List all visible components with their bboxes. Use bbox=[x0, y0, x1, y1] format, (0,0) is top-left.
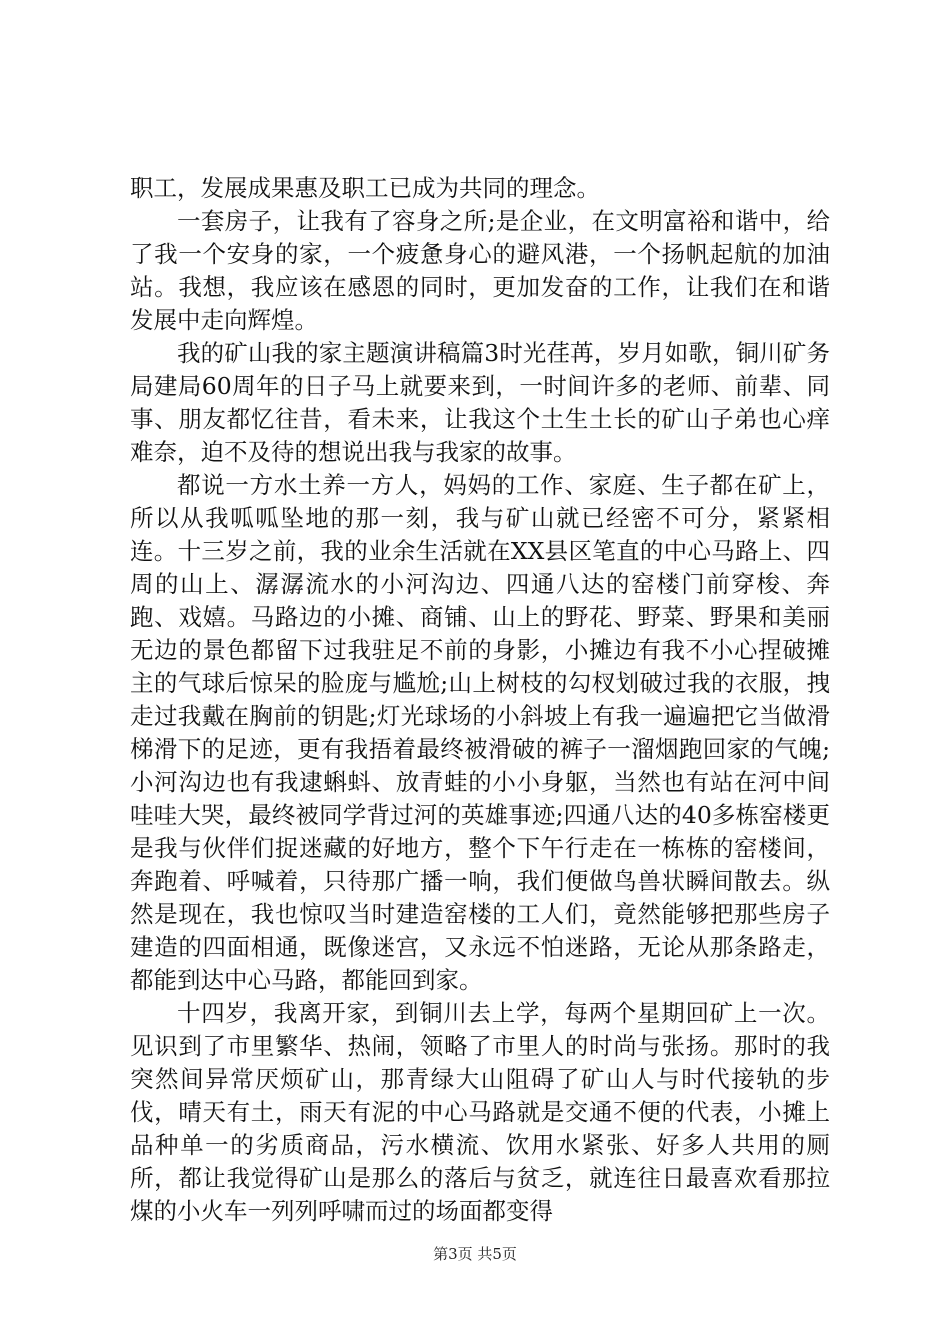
paragraph-4: 都说一方水土养一方人，妈妈的工作、家庭、生子都在矿上，所以从我呱呱坠地的那一刻，我与矿山就已经密不可分，紧紧相连。十三岁之前，我的业余生活就在XX县区笔直的中心马路上、四周的山上、潺潺流水的小河沟边、四通八达的窑楼门前穿梭、奔跑、戏嬉。马路边的小摊、商铺、山上的野花、野菜、野果和美丽无边的景色都留下过我驻足不前的身影，小摊边有我不小心捏破摊主的气球后惊呆的脸庞与尴尬;山上树枝的勾杈划破过我的衣服，拽走过我戴在胸前的钥匙;灯光球场的小斜坡上有我一遍遍把它当做滑梯滑下的足迹，更有我捂着最终被滑破的裤子一溜烟跑回家的气魄;小河沟边也有我逮蝌蚪、放青蛙的小小身躯，当然也有站在河中间哇哇大哭，最终被同学背过河的英雄事迹;四通八达的40多栋窑楼更是我与伙伴们捉迷藏的好地方，整个下午行走在一栋栋的窑楼间，奔跑着、呼喊着，只待那广播一响，我们便做鸟兽状瞬间散去。纵然是现在，我也惊叹当时建造窑楼的工人们，竟然能够把那些房子建造的四面相通，既像迷宫，又永远不怕迷路，无论从那条路走，都能到达中心马路，都能回到家。 bbox=[130, 471, 830, 994]
document-body bbox=[130, 172, 830, 1228]
paragraph-3: 我的矿山我的家主题演讲稿篇3时光荏苒，岁月如歌，铜川矿务局建局60周年的日子马上就要来到，一时间许多的老师、前辈、同事、朋友都忆往昔，看未来，让我这个土生土长的矿山子弟也心痒难奈，迫不及待的想说出我与我家的故事。 bbox=[130, 339, 830, 466]
page-footer bbox=[0, 1243, 950, 1264]
paragraph-2: 一套房子，让我有了容身之所;是企业，在文明富裕和谐中，给了我一个安身的家，一个疲惫身心的避风港，一个扬帆起航的加油站。我想，我应该在感恩的同时，更加发奋的工作，让我们在和谐发展中走向辉煌。 bbox=[130, 207, 830, 334]
page-number: 第3页 共5页 bbox=[433, 1245, 517, 1263]
paragraph-1: 职工，发展成果惠及职工已成为共同的理念。 bbox=[130, 174, 600, 202]
paragraph-5: 十四岁，我离开家，到铜川去上学，每两个星期回矿上一次。见识到了市里繁华、热闹，领略了市里人的时尚与张扬。那时的我突然间异常厌烦矿山，那青绿大山阻碍了矿山人与时代接轨的步伐，晴天有土，雨天有泥的中心马路就是交通不便的代表，小摊上品种单一的劣质商品，污水横流、饮用水紧张、好多人共用的厕所，都让我觉得矿山是那么的落后与贫乏，就连往日最喜欢看那拉煤的小火车一列列呼啸而过的场面都变得 bbox=[130, 999, 830, 1225]
